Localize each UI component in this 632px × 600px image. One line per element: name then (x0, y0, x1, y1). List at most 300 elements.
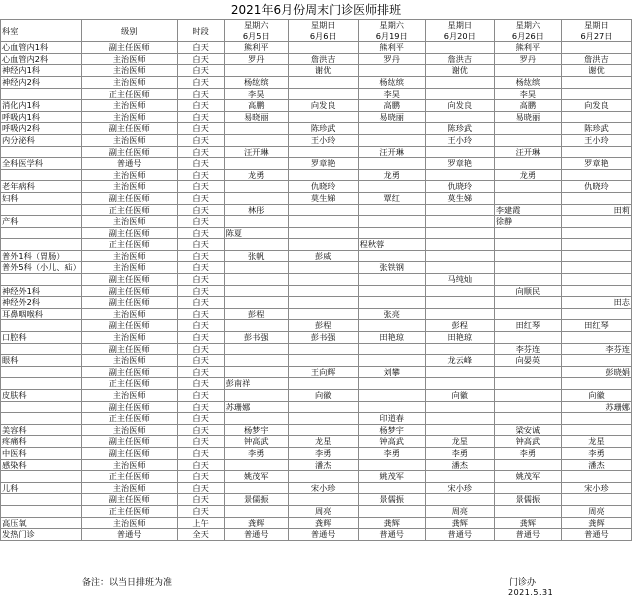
dept-cell: 神经外1科 (1, 285, 82, 297)
level-cell: 主治医师 (81, 76, 177, 88)
doctor-cell: 仇晓玲 (288, 181, 358, 193)
doctor-cell: 易晓丽 (224, 111, 288, 123)
level-cell: 主治医师 (81, 134, 177, 146)
doctor-cell (561, 285, 631, 297)
doctor-cell (494, 134, 561, 146)
doctor-cell: 印道春 (358, 413, 425, 425)
level-cell: 主治医师 (81, 482, 177, 494)
period-cell: 白天 (177, 250, 224, 262)
doctor-cell (561, 413, 631, 425)
doctor-cell (494, 227, 561, 239)
doctor-cell (425, 250, 494, 262)
header-dept: 科室 (1, 20, 82, 42)
dept-cell (1, 343, 82, 355)
period-cell: 白天 (177, 146, 224, 158)
period-cell: 白天 (177, 436, 224, 448)
doctor-cell: 向徽 (288, 390, 358, 402)
doctor-cell: 张铁钢 (358, 262, 425, 274)
doctor-cell: 龚辉 (358, 517, 425, 529)
doctor-cell: 田红琴 (561, 320, 631, 332)
level-cell: 副主任医师 (81, 436, 177, 448)
doctor-cell (224, 181, 288, 193)
table-row (1, 181, 632, 193)
table-row (1, 123, 632, 135)
doctor-cell: 李昊 (224, 88, 288, 100)
doctor-cell: 熊利平 (358, 42, 425, 54)
header-date: 6月19日 (358, 31, 425, 42)
doctor-cell: 彭书强 (288, 332, 358, 344)
doctor-cell (561, 76, 631, 88)
dept-cell: 眼科 (1, 355, 82, 367)
table-row (1, 169, 632, 181)
level-cell: 正主任医师 (81, 471, 177, 483)
doctor-cell: 彭晓娟 (561, 366, 631, 378)
table-row (1, 366, 632, 378)
doctor-cell (425, 42, 494, 54)
doctor-cell: 詹洪吉 (425, 53, 494, 65)
period-cell: 白天 (177, 459, 224, 471)
period-cell: 白天 (177, 204, 224, 216)
doctor-cell: 杨纮缤 (224, 76, 288, 88)
doctor-cell: 莫生娣 (288, 192, 358, 204)
doctor-cell (425, 494, 494, 506)
dept-cell: 妇科 (1, 192, 82, 204)
period-cell: 白天 (177, 123, 224, 135)
doctor-cell (494, 65, 561, 77)
doctor-cell (561, 424, 631, 436)
doctor-cell: 彭程 (288, 320, 358, 332)
doctor-cell: 杨纮缤 (358, 76, 425, 88)
doctor-cell: 李勇 (425, 447, 494, 459)
doctor-cell: 李芬连 (494, 343, 561, 355)
level-cell: 正主任医师 (81, 505, 177, 517)
table-row (1, 146, 632, 158)
level-cell: 副主任医师 (81, 401, 177, 413)
doctor-cell (561, 355, 631, 367)
doctor-cell: 田艳琼 (358, 332, 425, 344)
dept-cell: 普外1科（胃肠） (1, 250, 82, 262)
doctor-cell (288, 227, 358, 239)
doctor-cell: 龙勇 (358, 169, 425, 181)
dept-cell (1, 378, 82, 390)
doctor-cell: 普通号 (494, 529, 561, 541)
doctor-cell (358, 123, 425, 135)
doctor-cell (494, 366, 561, 378)
doctor-cell: 高鹏 (224, 100, 288, 112)
doctor-cell: 龙勇 (494, 169, 561, 181)
dept-cell: 普外5科（小儿、疝） (2, 262, 81, 273)
doctor-cell: 彭程 (425, 320, 494, 332)
dept-cell: 耳鼻咽喉科 (1, 308, 82, 320)
level-cell: 正主任医师 (81, 88, 177, 100)
table-row (1, 436, 632, 448)
level-cell: 主治医师 (81, 262, 177, 274)
doctor-cell: 杨梦宇 (358, 424, 425, 436)
doctor-cell: 钟高武 (358, 436, 425, 448)
doctor-cell (425, 285, 494, 297)
doctor-cell (561, 42, 631, 54)
doctor-cell (288, 424, 358, 436)
dept-cell: 神经内1科 (1, 65, 82, 77)
level-cell: 主治医师 (81, 216, 177, 228)
doctor-cell (224, 262, 288, 274)
level-cell: 副主任医师 (81, 192, 177, 204)
doctor-cell: 苏珊娜 (224, 401, 288, 413)
doctor-cell: 谢优 (288, 65, 358, 77)
dept-cell: 产科 (1, 216, 82, 228)
doctor-cell: 李芬连 (561, 343, 631, 355)
doctor-cell: 景儒振 (358, 494, 425, 506)
doctor-cell: 王小玲 (288, 134, 358, 146)
doctor-cell (425, 471, 494, 483)
dept-cell: 呼吸内1科 (1, 111, 82, 123)
period-cell: 白天 (177, 262, 224, 274)
doctor-cell (561, 88, 631, 100)
doctor-cell (358, 320, 425, 332)
doctor-cell: 普通号 (288, 529, 358, 541)
doctor-cell: 李勇 (224, 447, 288, 459)
table-row (1, 424, 632, 436)
doctor-cell: 汪开琳 (494, 146, 561, 158)
period-cell: 白天 (177, 42, 224, 54)
period-cell: 白天 (177, 227, 224, 239)
dept-cell: 心血管内1科 (1, 42, 82, 54)
dept-cell: 老年病科 (1, 181, 82, 193)
doctor-cell: 罗丹 (494, 53, 561, 65)
doctor-cell (288, 471, 358, 483)
table-row (1, 42, 632, 54)
doctor-cell (425, 204, 494, 216)
doctor-cell (288, 308, 358, 320)
table-row (1, 297, 632, 309)
period-cell: 白天 (177, 76, 224, 88)
doctor-cell (425, 216, 494, 228)
doctor-cell (494, 505, 561, 517)
dept-cell (1, 413, 82, 425)
doctor-cell (494, 482, 561, 494)
doctor-cell (425, 76, 494, 88)
header-date: 6月20日 (425, 31, 494, 42)
doctor-cell: 周亮 (425, 505, 494, 517)
doctor-cell (288, 88, 358, 100)
doctor-cell: 谢优 (561, 65, 631, 77)
doctor-cell (425, 169, 494, 181)
doctor-cell (358, 355, 425, 367)
doctor-cell: 陈珍武 (561, 123, 631, 135)
header-date: 6月6日 (288, 31, 358, 42)
doctor-cell (288, 146, 358, 158)
level-cell: 副主任医师 (81, 494, 177, 506)
doctor-cell: 梁安诚 (494, 424, 561, 436)
doctor-cell (425, 366, 494, 378)
level-cell: 主治医师 (81, 53, 177, 65)
doctor-cell (358, 505, 425, 517)
doctor-cell: 李昊 (494, 88, 561, 100)
level-cell: 主治医师 (81, 100, 177, 112)
period-cell: 白天 (177, 332, 224, 344)
doctor-cell: 高鹏 (358, 100, 425, 112)
doctor-cell (224, 482, 288, 494)
header-date: 6月27日 (561, 31, 631, 42)
doctor-cell: 仇晓玲 (425, 181, 494, 193)
doctor-cell: 潘杰 (425, 459, 494, 471)
table-row (1, 111, 632, 123)
dept-cell: 儿科 (1, 482, 82, 494)
period-cell: 白天 (177, 285, 224, 297)
period-cell: 白天 (177, 355, 224, 367)
dept-cell: 皮肤科 (1, 390, 82, 402)
period-cell: 白天 (177, 274, 224, 286)
doctor-cell (224, 65, 288, 77)
period-cell: 白天 (177, 505, 224, 517)
doctor-cell (224, 459, 288, 471)
level-cell: 普通号 (81, 529, 177, 541)
period-cell: 白天 (177, 471, 224, 483)
doctor-cell (358, 390, 425, 402)
table-row (1, 482, 632, 494)
level-cell: 副主任医师 (81, 285, 177, 297)
table-row (1, 505, 632, 517)
doctor-cell: 张帆 (224, 250, 288, 262)
doctor-cell: 向徽 (561, 390, 631, 402)
doctor-cell: 普通号 (224, 529, 288, 541)
doctor-cell (494, 308, 561, 320)
doctor-cell (358, 181, 425, 193)
table-row (1, 227, 632, 239)
dept-cell (1, 227, 82, 239)
doctor-cell (425, 413, 494, 425)
doctor-cell: 龙勇 (224, 169, 288, 181)
doctor-cell (561, 471, 631, 483)
doctor-cell (425, 227, 494, 239)
doctor-cell (358, 401, 425, 413)
dept-cell: 内分泌科 (1, 134, 82, 146)
doctor-cell (425, 308, 494, 320)
doctor-cell: 田艳琼 (425, 332, 494, 344)
doctor-cell (224, 297, 288, 309)
dept-cell: 呼吸内2科 (1, 123, 82, 135)
header-weekday: 星期日 (561, 20, 631, 31)
doctor-cell: 罗章艳 (288, 158, 358, 170)
dept-cell: 高压氧 (1, 517, 82, 529)
doctor-cell: 李勇 (494, 447, 561, 459)
header-weekday: 星期六 (358, 20, 425, 31)
doctor-cell (425, 262, 494, 274)
period-cell: 白天 (177, 482, 224, 494)
doctor-cell: 潘杰 (288, 459, 358, 471)
dept-cell (1, 88, 82, 100)
dept-cell: 消化内1科 (1, 100, 82, 112)
doctor-cell (494, 192, 561, 204)
table-row (1, 76, 632, 88)
doctor-cell (561, 308, 631, 320)
period-cell: 白天 (177, 111, 224, 123)
doctor-cell (224, 413, 288, 425)
doctor-cell (561, 494, 631, 506)
level-cell: 主治医师 (81, 181, 177, 193)
page-title: 2021年6月份周末门诊医师排班 (230, 3, 402, 17)
level-cell: 主治医师 (81, 517, 177, 529)
dept-cell: 疼痛科 (1, 436, 82, 448)
header-date: 6月5日 (224, 31, 288, 42)
footer-office: 门诊办 (509, 578, 537, 588)
doctor-cell: 龚辉 (425, 517, 494, 529)
doctor-cell: 易晓丽 (494, 111, 561, 123)
doctor-cell: 向发良 (288, 100, 358, 112)
dept-cell (1, 146, 82, 158)
doctor-cell (358, 459, 425, 471)
doctor-cell (561, 169, 631, 181)
table-row (1, 53, 632, 65)
dept-cell: 全科医学科 (1, 158, 82, 170)
doctor-cell (358, 216, 425, 228)
header-level: 级别 (81, 20, 177, 42)
table-row (1, 239, 632, 251)
doctor-cell (494, 181, 561, 193)
doctor-cell (494, 413, 561, 425)
table-row (1, 494, 632, 506)
doctor-cell: 李勇 (561, 447, 631, 459)
footer-date: 2021.5.31 (508, 588, 554, 597)
level-cell: 正主任医师 (81, 413, 177, 425)
schedule-table (0, 19, 632, 541)
doctor-cell (288, 378, 358, 390)
level-cell: 副主任医师 (81, 146, 177, 158)
doctor-cell (358, 297, 425, 309)
doctor-cell: 詹洪吉 (561, 53, 631, 65)
footer-note: 备注：以当日排班为准 (82, 578, 173, 588)
doctor-cell: 罗丹 (224, 53, 288, 65)
table-row (1, 262, 632, 274)
dept-cell: 感染科 (1, 459, 82, 471)
doctor-cell (224, 355, 288, 367)
doctor-cell (561, 262, 631, 274)
table-row (1, 401, 632, 413)
doctor-cell: 田志 (561, 297, 631, 309)
header-row-weekday (1, 20, 632, 31)
doctor-cell (561, 378, 631, 390)
doctor-cell: 姚茂军 (358, 471, 425, 483)
doctor-cell (494, 297, 561, 309)
level-cell: 正主任医师 (81, 239, 177, 251)
doctor-cell: 林彤 (224, 204, 288, 216)
doctor-cell (288, 169, 358, 181)
doctor-cell: 谢优 (425, 65, 494, 77)
level-cell: 副主任医师 (81, 447, 177, 459)
doctor-cell (494, 459, 561, 471)
doctor-cell (561, 216, 631, 228)
doctor-cell (224, 343, 288, 355)
doctor-cell: 姚茂军 (494, 471, 561, 483)
period-cell: 白天 (177, 216, 224, 228)
period-cell: 白天 (177, 192, 224, 204)
doctor-cell (425, 239, 494, 251)
doctor-cell: 罗章艳 (425, 158, 494, 170)
dept-cell: 神经内2科 (1, 76, 82, 88)
period-cell: 白天 (177, 320, 224, 332)
doctor-cell: 普通号 (358, 529, 425, 541)
doctor-cell (358, 274, 425, 286)
doctor-cell: 李勇 (288, 447, 358, 459)
level-cell: 副主任医师 (81, 227, 177, 239)
doctor-cell (224, 274, 288, 286)
doctor-cell (494, 262, 561, 274)
doctor-cell (561, 146, 631, 158)
doctor-cell: 罗章艳 (561, 158, 631, 170)
dept-cell (1, 401, 82, 413)
doctor-cell: 田莉 (561, 204, 631, 216)
doctor-cell: 易晓丽 (358, 111, 425, 123)
level-cell: 正主任医师 (81, 378, 177, 390)
period-cell: 白天 (177, 181, 224, 193)
doctor-cell: 高鹏 (494, 100, 561, 112)
doctor-cell: 向晏英 (494, 355, 561, 367)
dept-cell (1, 366, 82, 378)
doctor-cell (224, 192, 288, 204)
table-row (1, 308, 632, 320)
doctor-cell: 王向辉 (288, 366, 358, 378)
doctor-cell: 杨纮缤 (494, 76, 561, 88)
doctor-cell: 钟高武 (224, 436, 288, 448)
doctor-cell (224, 320, 288, 332)
level-cell: 副主任医师 (81, 297, 177, 309)
doctor-cell (288, 343, 358, 355)
doctor-cell: 汪开琳 (358, 146, 425, 158)
doctor-cell: 李昊 (358, 88, 425, 100)
table-row (1, 447, 632, 459)
period-cell: 白天 (177, 447, 224, 459)
doctor-cell: 熊利平 (494, 42, 561, 54)
level-cell: 主治医师 (81, 424, 177, 436)
doctor-cell: 钟高武 (494, 436, 561, 448)
level-cell: 主治医师 (81, 308, 177, 320)
dept-cell (1, 204, 82, 216)
doctor-cell (561, 332, 631, 344)
table-row (1, 65, 632, 77)
table-row (1, 413, 632, 425)
level-cell: 正主任医师 (81, 204, 177, 216)
doctor-cell (224, 366, 288, 378)
doctor-cell (288, 494, 358, 506)
table-row (1, 216, 632, 228)
doctor-cell: 普通号 (425, 529, 494, 541)
doctor-cell (224, 216, 288, 228)
period-cell: 白天 (177, 413, 224, 425)
doctor-cell: 陈夏 (224, 227, 288, 239)
table-row (1, 459, 632, 471)
header-period: 时段 (177, 20, 224, 42)
level-cell: 副主任医师 (81, 123, 177, 135)
period-cell: 白天 (177, 494, 224, 506)
period-cell: 白天 (177, 88, 224, 100)
table-row (1, 529, 632, 541)
doctor-cell: 景儒振 (224, 494, 288, 506)
doctor-cell (494, 274, 561, 286)
header-weekday: 星期六 (494, 20, 561, 31)
doctor-cell (288, 401, 358, 413)
table-row (1, 320, 632, 332)
doctor-cell (494, 250, 561, 262)
doctor-cell: 汪开琳 (224, 146, 288, 158)
doctor-cell (358, 204, 425, 216)
doctor-cell: 宋小珍 (288, 482, 358, 494)
doctor-cell (561, 111, 631, 123)
dept-cell: 神经外2科 (1, 297, 82, 309)
doctor-cell (561, 227, 631, 239)
doctor-cell (288, 204, 358, 216)
doctor-cell: 龚辉 (224, 517, 288, 529)
table-row (1, 204, 632, 216)
